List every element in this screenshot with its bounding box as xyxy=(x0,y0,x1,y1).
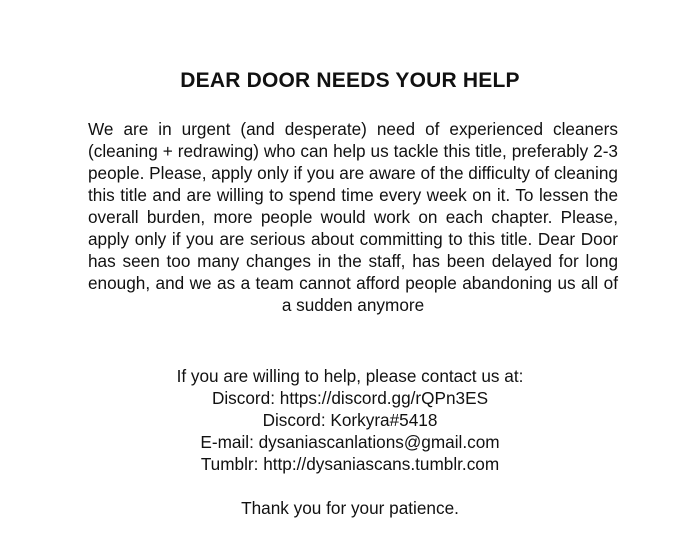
email-address: E-mail: dysaniascanlations@gmail.com xyxy=(200,432,500,452)
page-title: DEAR DOOR NEEDS YOUR HELP xyxy=(180,69,520,92)
contact-intro: If you are willing to help, please contact us at: xyxy=(176,366,524,386)
recruitment-message: We are in urgent (and desperate) need of experienced cleaners (cleaning + redrawing) who can help us tackle this title, preferably 2-3 people. Please, apply only if you are aware of the difficulty of cleaning this title and are willing to spend time every week on it. To lessen the overall burden, more people would work on each chapter. Please, apply only if you are serious about committing to this title. Dear Door has seen too many changes in the staff, has been delayed for long enough, and we as a team cannot afford people abandoning us all of a sudden anymore xyxy=(88,119,618,315)
contact-section xyxy=(0,365,700,475)
discord-username: Discord: Korkyra#5418 xyxy=(262,410,438,430)
discord-link: Discord: https://discord.gg/rQPn3ES xyxy=(211,388,489,408)
closing-message: Thank you for your patience. xyxy=(241,498,459,518)
tumblr-link: Tumblr: http://dysaniascans.tumblr.com xyxy=(200,454,500,474)
